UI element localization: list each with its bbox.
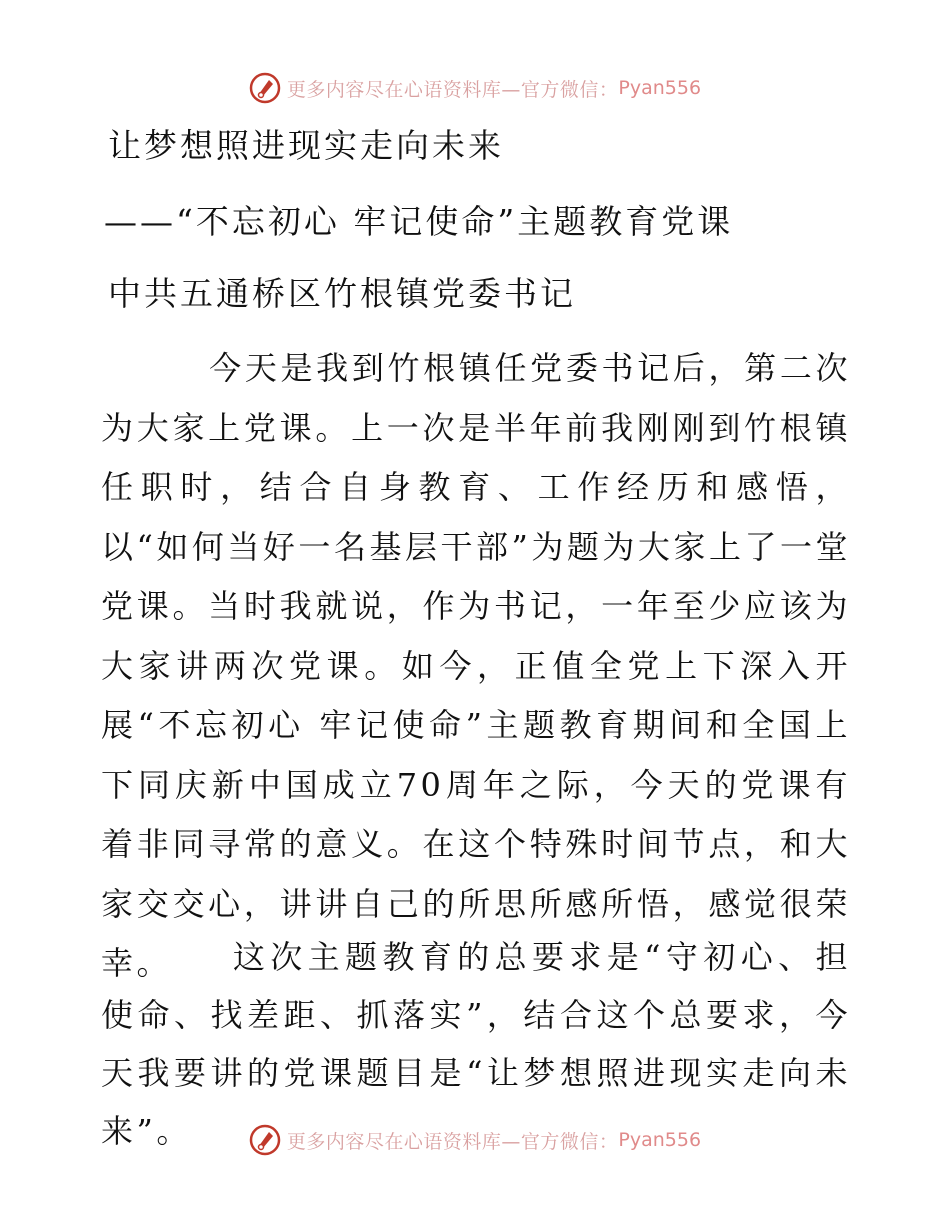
watermark-text: 更多内容尽在心语资料库—官方微信： bbox=[286, 1130, 619, 1153]
watermark-wechat-id: Pyan556 bbox=[618, 77, 702, 99]
document-author: 中共五通桥区竹根镇党委书记 bbox=[108, 274, 576, 313]
paragraph-text: 今天是我到竹根镇任党委书记后，第二次为大家上党课。上一次是半年前我刚刚到竹根镇任职时，结合自身教育、工作经历和感悟，以“如何当好一名基层干部”为题为大家上了一堂党课。当时我就说，作为书记，一年至少应该为大家讲两次党课。如今，正值全党上下深入开展“不忘初心 牢记使命”主题教育期间和全国上下同庆新中国成立70周年之际，今天的党课有着非同寻常的意义。在这个特殊时间节点，和大家交交心，讲讲自己的所思所感所悟，感觉很荣幸。 bbox=[101, 349, 851, 982]
footer-watermark bbox=[0, 1124, 950, 1156]
pen-nib-logo-icon bbox=[249, 72, 281, 104]
document-subtitle: ——“不忘初心 牢记使命”主题教育党课 bbox=[104, 202, 734, 241]
body-paragraph-1 bbox=[101, 339, 851, 994]
watermark-wechat-id: Pyan556 bbox=[618, 1129, 702, 1151]
pen-nib-logo-icon bbox=[249, 1124, 281, 1156]
watermark-text: 更多内容尽在心语资料库—官方微信： bbox=[286, 78, 619, 101]
header-watermark bbox=[0, 72, 950, 104]
document-title: 让梦想照进现实走向未来 bbox=[108, 126, 504, 165]
paragraph-text: 这次主题教育的总要求是“守初心、担使命、找差距、抓落实”，结合这个总要求，今天我要讲的党课题目是“让梦想照进现实走向未来”。 bbox=[101, 938, 851, 1150]
